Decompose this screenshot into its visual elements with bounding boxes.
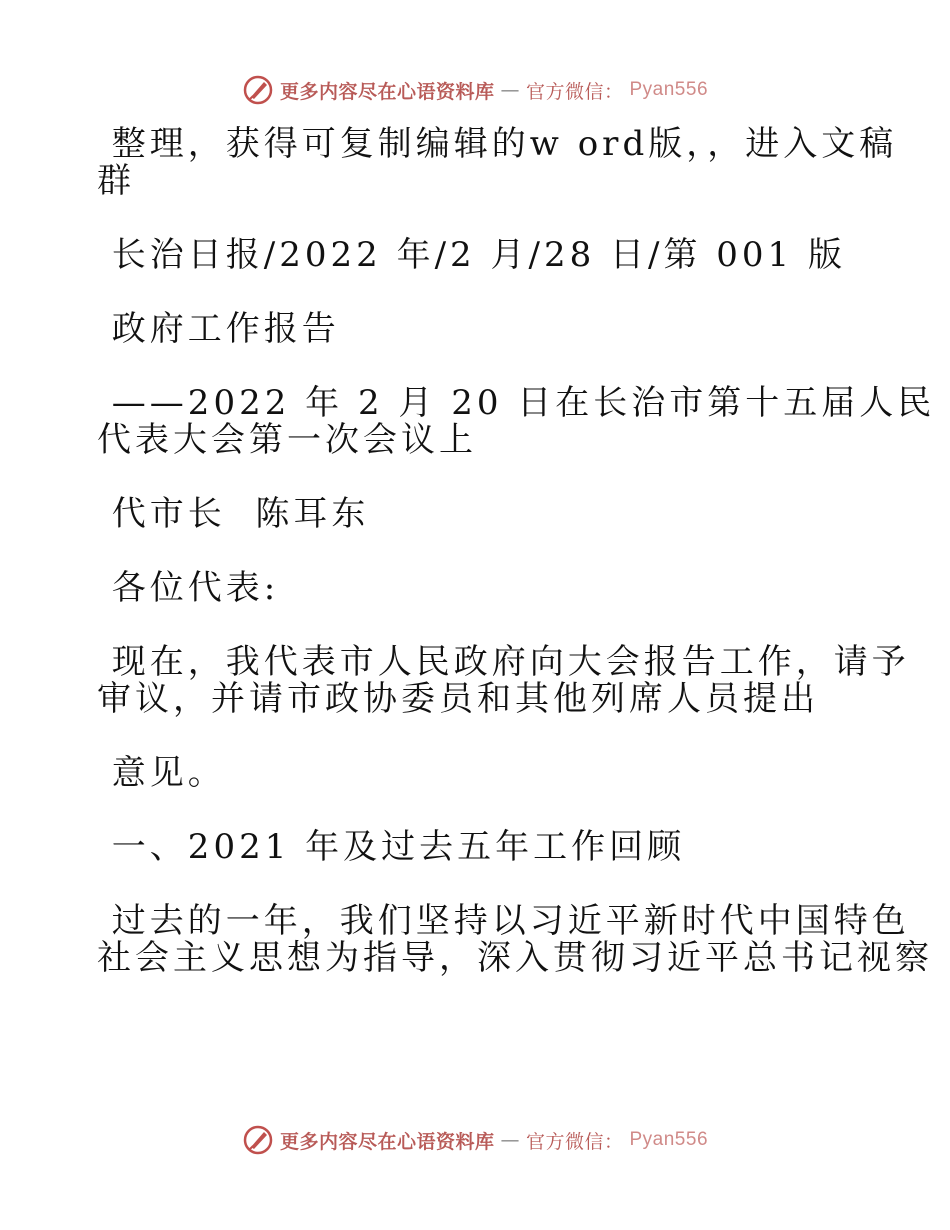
watermark-wechat-id: Pyan556	[629, 79, 709, 100]
watermark-wechat-id: Pyan556	[629, 1129, 709, 1150]
doc-paragraph-2: 过去的一年，我们坚持以习近平新时代中国特色	[97, 901, 910, 941]
feather-pen-logo-icon	[242, 74, 274, 106]
header-watermark	[0, 70, 950, 110]
doc-paragraph-2-cont: 社会主义思想为指导，深入贯彻习近平总书记视察	[97, 938, 933, 978]
doc-subtitle-cont: 代表大会第一次会议上	[97, 420, 477, 460]
watermark-wechat-label: 官方微信：	[525, 1130, 624, 1153]
watermark-main-text: 更多内容尽在心语资料库	[279, 1130, 495, 1153]
doc-line-intro: 整理，获得可复制编辑的w ord版，，进入文稿	[97, 124, 898, 164]
doc-salutation: 各位代表:	[97, 568, 280, 608]
doc-title: 政府工作报告	[97, 309, 340, 349]
watermark-separator: —	[500, 79, 520, 101]
doc-paragraph-1: 现在，我代表市人民政府向大会报告工作，请予	[97, 642, 910, 682]
watermark-main-text: 更多内容尽在心语资料库	[279, 80, 495, 103]
doc-line-intro-cont: 群	[97, 161, 135, 201]
doc-author: 代市长 陈耳东	[97, 494, 370, 534]
doc-line-source: 长治日报/2022 年/2 月/28 日/第 001 版	[97, 235, 846, 275]
footer-watermark	[0, 1120, 950, 1160]
doc-paragraph-1-end: 意见。	[97, 753, 226, 793]
doc-section-heading: 一、2021 年及过去五年工作回顾	[97, 827, 686, 867]
document-body	[97, 118, 936, 978]
watermark-wechat-label: 官方微信：	[525, 80, 624, 103]
feather-pen-logo-icon	[242, 1124, 274, 1156]
doc-subtitle: ——2022 年 2 月 20 日在长治市第十五届人民	[97, 383, 936, 423]
doc-paragraph-1-cont: 审议，并请市政协委员和其他列席人员提出	[97, 679, 819, 719]
watermark-separator: —	[500, 1129, 520, 1151]
